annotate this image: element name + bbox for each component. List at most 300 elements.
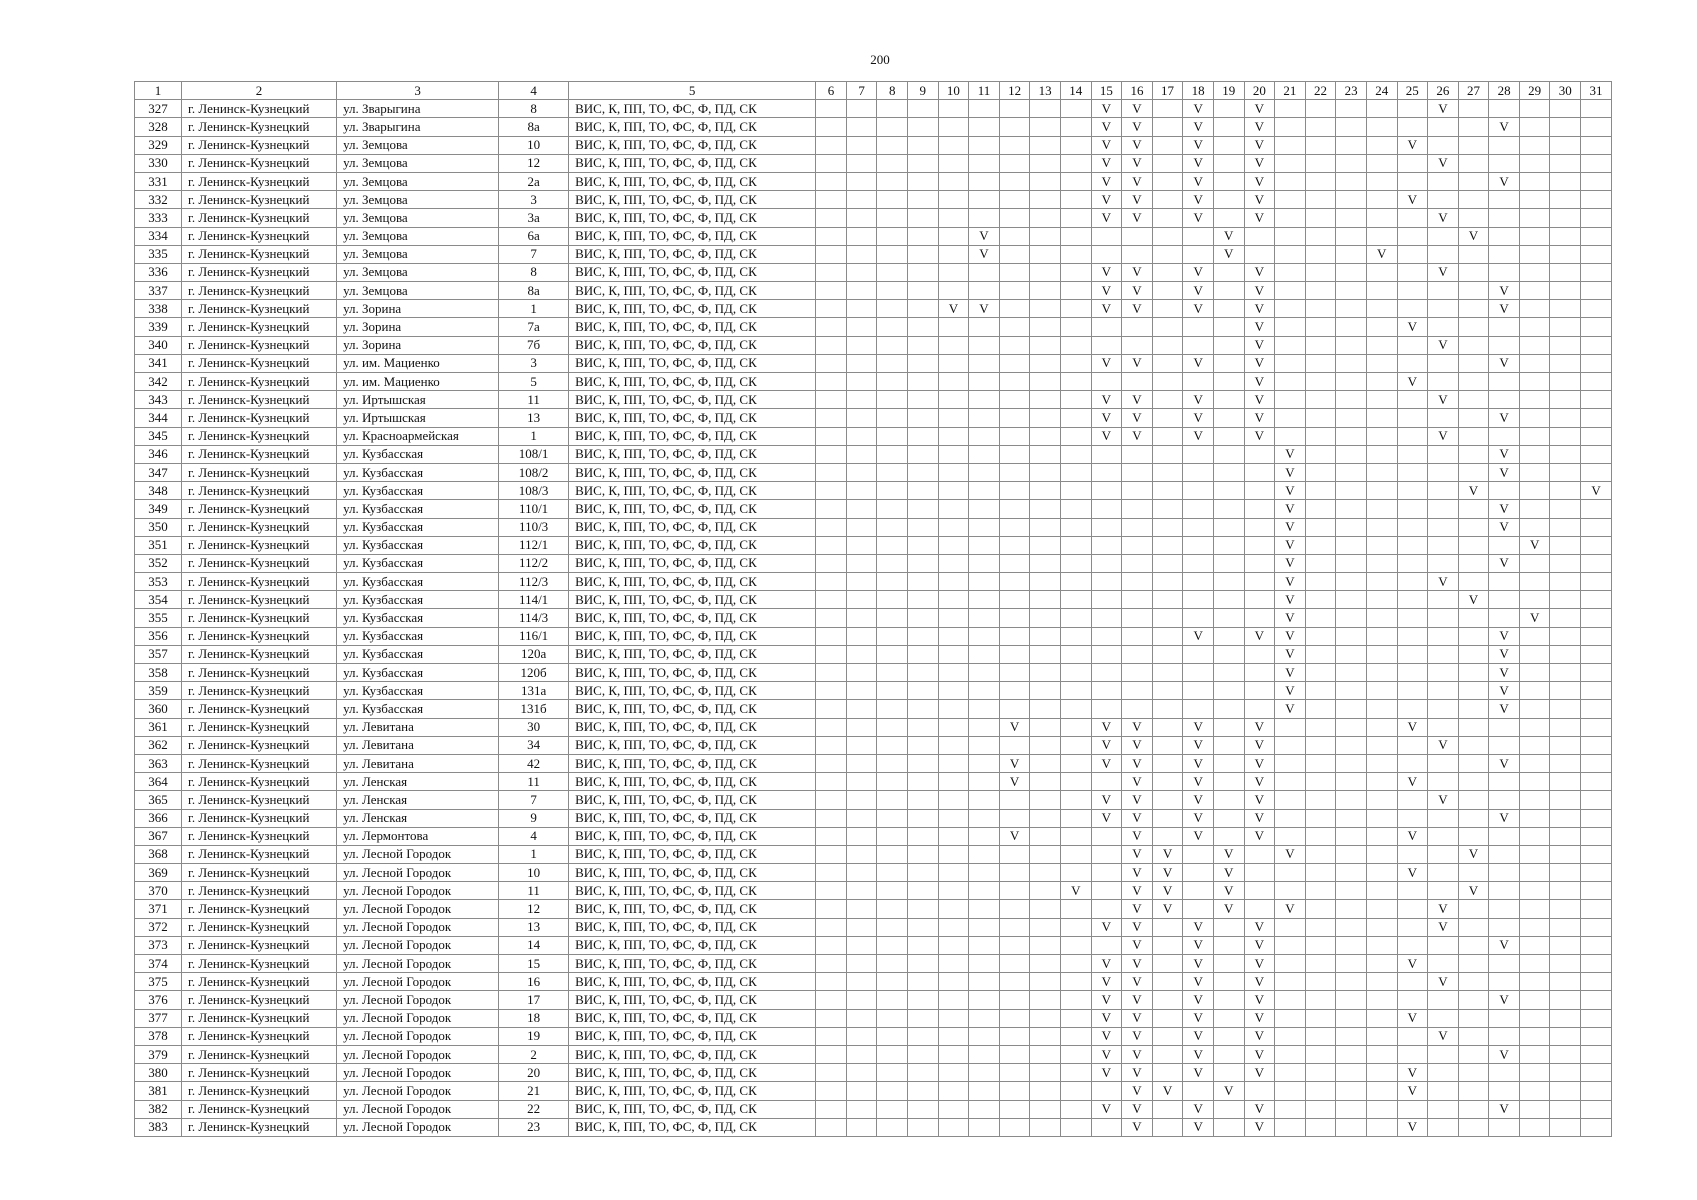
mark-cell — [908, 1082, 939, 1100]
mark-cell — [999, 300, 1030, 318]
mark-cell — [1397, 300, 1428, 318]
street-cell: ул. Зварыгина — [337, 100, 499, 118]
house-cell: 120б — [499, 664, 569, 682]
house-cell: 42 — [499, 754, 569, 772]
mark-cell: V — [1183, 827, 1214, 845]
mark-cell — [1428, 445, 1459, 463]
city-cell: г. Ленинск-Кузнецкий — [182, 300, 337, 318]
mark-cell — [877, 536, 908, 554]
mark-cell: V — [1244, 336, 1275, 354]
mark-cell — [1397, 573, 1428, 591]
mark-cell — [1060, 136, 1091, 154]
mark-cell: V — [1458, 882, 1489, 900]
mark-cell — [816, 900, 847, 918]
mark-cell: V — [1183, 409, 1214, 427]
mark-cell — [1458, 209, 1489, 227]
mark-cell — [969, 809, 1000, 827]
mark-cell — [1458, 1045, 1489, 1063]
mark-cell — [1213, 336, 1244, 354]
mark-cell — [1366, 718, 1397, 736]
mark-cell — [1428, 354, 1459, 372]
mark-cell: V — [1060, 882, 1091, 900]
mark-cell — [1213, 627, 1244, 645]
mark-cell: V — [1489, 409, 1520, 427]
mark-cell: V — [1244, 736, 1275, 754]
mark-cell — [1244, 700, 1275, 718]
mark-cell — [1366, 409, 1397, 427]
mark-cell: V — [1122, 1009, 1153, 1027]
mark-cell — [1366, 664, 1397, 682]
mark-cell — [1305, 209, 1336, 227]
mark-cell — [1550, 154, 1581, 172]
mark-cell — [1060, 554, 1091, 572]
mark-cell — [938, 118, 969, 136]
row-number: 350 — [135, 518, 182, 536]
mark-cell — [1489, 845, 1520, 863]
mark-cell — [846, 154, 877, 172]
mark-cell: V — [1397, 373, 1428, 391]
mark-cell — [816, 573, 847, 591]
row-number: 341 — [135, 354, 182, 372]
mark-cell — [1030, 718, 1061, 736]
column-header: 10 — [938, 82, 969, 100]
mark-cell — [1550, 900, 1581, 918]
mark-cell — [846, 900, 877, 918]
mark-cell — [1091, 627, 1122, 645]
works-cell: ВИС, К, ПП, ТО, ФС, Ф, ПД, СК — [569, 573, 816, 591]
mark-cell — [1122, 482, 1153, 500]
mark-cell — [938, 518, 969, 536]
city-cell: г. Ленинск-Кузнецкий — [182, 100, 337, 118]
street-cell: ул. Земцова — [337, 245, 499, 263]
mark-cell — [1183, 536, 1214, 554]
mark-cell — [969, 718, 1000, 736]
mark-cell — [938, 482, 969, 500]
mark-cell — [1428, 1100, 1459, 1118]
mark-cell — [969, 263, 1000, 281]
mark-cell — [877, 445, 908, 463]
mark-cell — [877, 700, 908, 718]
mark-cell — [1397, 263, 1428, 281]
mark-cell — [1336, 645, 1367, 663]
mark-cell — [908, 245, 939, 263]
mark-cell — [846, 645, 877, 663]
street-cell: ул. Ленская — [337, 791, 499, 809]
mark-cell — [846, 682, 877, 700]
mark-cell: V — [1489, 282, 1520, 300]
mark-cell: V — [1183, 263, 1214, 281]
mark-cell — [1458, 1064, 1489, 1082]
mark-cell — [969, 136, 1000, 154]
mark-cell: V — [1122, 1045, 1153, 1063]
mark-cell: V — [1489, 500, 1520, 518]
mark-cell — [846, 936, 877, 954]
mark-cell: V — [1244, 936, 1275, 954]
mark-cell — [846, 1100, 877, 1118]
city-cell: г. Ленинск-Кузнецкий — [182, 191, 337, 209]
mark-cell: V — [1213, 864, 1244, 882]
mark-cell: V — [1275, 682, 1306, 700]
mark-cell — [816, 645, 847, 663]
house-cell: 112/3 — [499, 573, 569, 591]
mark-cell — [1060, 609, 1091, 627]
mark-cell — [877, 864, 908, 882]
mark-cell — [1275, 1082, 1306, 1100]
mark-cell — [1519, 1045, 1550, 1063]
mark-cell — [969, 536, 1000, 554]
mark-cell — [1581, 754, 1612, 772]
mark-cell — [1458, 1118, 1489, 1136]
mark-cell: V — [1091, 918, 1122, 936]
mark-cell — [1581, 627, 1612, 645]
house-cell: 9 — [499, 809, 569, 827]
mark-cell — [999, 500, 1030, 518]
mark-cell — [1550, 518, 1581, 536]
mark-cell — [908, 1118, 939, 1136]
table-row — [135, 1100, 1612, 1118]
mark-cell — [1397, 554, 1428, 572]
mark-cell — [1366, 227, 1397, 245]
mark-cell — [1275, 227, 1306, 245]
mark-cell: V — [1489, 172, 1520, 190]
mark-cell — [908, 100, 939, 118]
mark-cell — [1550, 373, 1581, 391]
mark-cell — [1122, 645, 1153, 663]
mark-cell: V — [1183, 627, 1214, 645]
mark-cell — [1366, 100, 1397, 118]
mark-cell — [1550, 245, 1581, 263]
mark-cell — [1275, 1027, 1306, 1045]
mark-cell: V — [1122, 1118, 1153, 1136]
mark-cell — [1152, 736, 1183, 754]
house-cell: 120а — [499, 645, 569, 663]
mark-cell — [1366, 1064, 1397, 1082]
mark-cell — [1091, 682, 1122, 700]
mark-cell — [999, 900, 1030, 918]
mark-cell — [846, 245, 877, 263]
mark-cell — [1244, 1082, 1275, 1100]
mark-cell — [999, 336, 1030, 354]
mark-cell — [1458, 773, 1489, 791]
mark-cell — [1091, 664, 1122, 682]
mark-cell — [999, 791, 1030, 809]
mark-cell — [1060, 918, 1091, 936]
mark-cell — [999, 664, 1030, 682]
mark-cell: V — [1091, 191, 1122, 209]
mark-cell: V — [1397, 827, 1428, 845]
mark-cell — [1519, 627, 1550, 645]
table-row — [135, 191, 1612, 209]
mark-cell — [1458, 664, 1489, 682]
column-header: 23 — [1336, 82, 1367, 100]
mark-cell — [1397, 809, 1428, 827]
mark-cell — [877, 409, 908, 427]
mark-cell — [908, 118, 939, 136]
mark-cell — [1305, 1118, 1336, 1136]
mark-cell: V — [1244, 118, 1275, 136]
mark-cell — [1366, 300, 1397, 318]
mark-cell — [1152, 827, 1183, 845]
mark-cell — [1305, 664, 1336, 682]
mark-cell — [938, 136, 969, 154]
mark-cell — [908, 827, 939, 845]
mark-cell — [1366, 827, 1397, 845]
mark-cell — [1183, 900, 1214, 918]
mark-cell — [999, 209, 1030, 227]
mark-cell — [1091, 318, 1122, 336]
mark-cell — [1213, 354, 1244, 372]
mark-cell — [1489, 1064, 1520, 1082]
mark-cell — [1213, 918, 1244, 936]
mark-cell: V — [1213, 245, 1244, 263]
mark-cell: V — [1183, 427, 1214, 445]
mark-cell — [1244, 864, 1275, 882]
mark-cell — [816, 754, 847, 772]
mark-cell — [1152, 791, 1183, 809]
mark-cell — [1091, 827, 1122, 845]
mark-cell: V — [1428, 1027, 1459, 1045]
city-cell: г. Ленинск-Кузнецкий — [182, 245, 337, 263]
mark-cell: V — [1428, 100, 1459, 118]
mark-cell — [1030, 463, 1061, 481]
mark-cell — [1336, 936, 1367, 954]
house-cell: 7 — [499, 791, 569, 809]
mark-cell — [1213, 118, 1244, 136]
mark-cell — [1152, 136, 1183, 154]
mark-cell: V — [1122, 773, 1153, 791]
mark-cell: V — [1122, 1027, 1153, 1045]
mark-cell — [816, 864, 847, 882]
house-cell: 112/1 — [499, 536, 569, 554]
mark-cell: V — [1275, 554, 1306, 572]
mark-cell — [1152, 373, 1183, 391]
mark-cell — [1428, 227, 1459, 245]
mark-cell — [1366, 1118, 1397, 1136]
mark-cell — [1030, 263, 1061, 281]
mark-cell — [1152, 409, 1183, 427]
mark-cell — [1581, 100, 1612, 118]
mark-cell — [846, 955, 877, 973]
mark-cell — [816, 682, 847, 700]
mark-cell — [908, 373, 939, 391]
mark-cell: V — [1152, 1082, 1183, 1100]
mark-cell — [1519, 209, 1550, 227]
works-cell: ВИС, К, ПП, ТО, ФС, Ф, ПД, СК — [569, 1045, 816, 1063]
mark-cell — [1519, 300, 1550, 318]
mark-cell — [1366, 627, 1397, 645]
mark-cell — [999, 936, 1030, 954]
mark-cell — [1336, 336, 1367, 354]
mark-cell — [1305, 627, 1336, 645]
mark-cell — [1336, 191, 1367, 209]
mark-cell: V — [1275, 700, 1306, 718]
mark-cell: V — [1152, 864, 1183, 882]
house-cell: 1 — [499, 300, 569, 318]
mark-cell — [1122, 318, 1153, 336]
mark-cell — [999, 973, 1030, 991]
mark-cell — [1305, 936, 1336, 954]
mark-cell — [1428, 1009, 1459, 1027]
mark-cell: V — [1091, 263, 1122, 281]
mark-cell — [1152, 445, 1183, 463]
mark-cell — [1213, 991, 1244, 1009]
mark-cell — [1397, 1027, 1428, 1045]
mark-cell: V — [969, 227, 1000, 245]
works-cell: ВИС, К, ПП, ТО, ФС, Ф, ПД, СК — [569, 136, 816, 154]
mark-cell — [846, 664, 877, 682]
mark-cell — [846, 754, 877, 772]
mark-cell — [1060, 645, 1091, 663]
mark-cell — [1366, 536, 1397, 554]
row-number: 378 — [135, 1027, 182, 1045]
mark-cell — [1030, 1009, 1061, 1027]
row-number: 375 — [135, 973, 182, 991]
mark-cell — [1428, 409, 1459, 427]
mark-cell: V — [999, 773, 1030, 791]
mark-cell — [816, 263, 847, 281]
mark-cell: V — [1183, 1045, 1214, 1063]
mark-cell — [938, 227, 969, 245]
mark-cell — [1213, 573, 1244, 591]
house-cell: 4 — [499, 827, 569, 845]
mark-cell — [999, 1064, 1030, 1082]
mark-cell — [1581, 391, 1612, 409]
mark-cell — [1275, 973, 1306, 991]
mark-cell — [1336, 282, 1367, 300]
mark-cell — [908, 318, 939, 336]
house-cell: 20 — [499, 1064, 569, 1082]
mark-cell — [846, 809, 877, 827]
mark-cell — [1030, 991, 1061, 1009]
street-cell: ул. Лесной Городок — [337, 900, 499, 918]
mark-cell — [908, 573, 939, 591]
mark-cell — [1581, 1064, 1612, 1082]
table-row — [135, 209, 1612, 227]
table-row — [135, 354, 1612, 372]
house-cell: 5 — [499, 373, 569, 391]
mark-cell — [1519, 445, 1550, 463]
works-cell: ВИС, К, ПП, ТО, ФС, Ф, ПД, СК — [569, 882, 816, 900]
mark-cell — [999, 445, 1030, 463]
mark-cell: V — [1244, 1009, 1275, 1027]
mark-cell: V — [1091, 209, 1122, 227]
mark-cell — [1060, 354, 1091, 372]
mark-cell — [1550, 1009, 1581, 1027]
mark-cell — [1519, 336, 1550, 354]
mark-cell — [1060, 518, 1091, 536]
city-cell: г. Ленинск-Кузнецкий — [182, 973, 337, 991]
mark-cell — [1366, 682, 1397, 700]
mark-cell — [1244, 536, 1275, 554]
mark-cell: V — [1275, 482, 1306, 500]
mark-cell — [1581, 1082, 1612, 1100]
mark-cell — [1336, 209, 1367, 227]
works-cell: ВИС, К, ПП, ТО, ФС, Ф, ПД, СК — [569, 154, 816, 172]
mark-cell — [1519, 391, 1550, 409]
mark-cell — [1030, 773, 1061, 791]
mark-cell — [1397, 645, 1428, 663]
city-cell: г. Ленинск-Кузнецкий — [182, 354, 337, 372]
mark-cell — [1213, 318, 1244, 336]
mark-cell: V — [1458, 227, 1489, 245]
mark-cell: V — [1122, 354, 1153, 372]
table-row — [135, 100, 1612, 118]
mark-cell — [1397, 845, 1428, 863]
mark-cell — [908, 172, 939, 190]
row-number: 376 — [135, 991, 182, 1009]
mark-cell — [1305, 191, 1336, 209]
house-cell: 1 — [499, 845, 569, 863]
works-cell: ВИС, К, ПП, ТО, ФС, Ф, ПД, СК — [569, 700, 816, 718]
works-cell: ВИС, К, ПП, ТО, ФС, Ф, ПД, СК — [569, 864, 816, 882]
mark-cell: V — [1489, 463, 1520, 481]
street-cell: ул. Лесной Городок — [337, 1064, 499, 1082]
mark-cell — [1060, 209, 1091, 227]
mark-cell: V — [1397, 864, 1428, 882]
house-cell: 8а — [499, 282, 569, 300]
house-cell: 116/1 — [499, 627, 569, 645]
mark-cell — [969, 882, 1000, 900]
mark-cell — [1183, 245, 1214, 263]
mark-cell — [1244, 682, 1275, 700]
mark-cell: V — [1275, 518, 1306, 536]
mark-cell — [938, 282, 969, 300]
mark-cell — [877, 391, 908, 409]
mark-cell — [1060, 718, 1091, 736]
mark-cell — [1030, 591, 1061, 609]
mark-cell — [1122, 500, 1153, 518]
mark-cell — [1458, 809, 1489, 827]
mark-cell — [1183, 373, 1214, 391]
mark-cell — [969, 518, 1000, 536]
mark-cell — [1519, 282, 1550, 300]
street-cell: ул. Лесной Городок — [337, 1082, 499, 1100]
table-row — [135, 373, 1612, 391]
mark-cell — [908, 209, 939, 227]
street-cell: ул. Кузбасская — [337, 463, 499, 481]
mark-cell — [1091, 336, 1122, 354]
mark-cell — [1213, 773, 1244, 791]
mark-cell — [1458, 573, 1489, 591]
works-cell: ВИС, К, ПП, ТО, ФС, Ф, ПД, СК — [569, 409, 816, 427]
mark-cell — [846, 300, 877, 318]
mark-cell — [877, 318, 908, 336]
mark-cell — [1275, 427, 1306, 445]
mark-cell — [1213, 373, 1244, 391]
mark-cell: V — [1458, 845, 1489, 863]
mark-cell — [1305, 318, 1336, 336]
mark-cell — [1183, 227, 1214, 245]
street-cell: ул. Кузбасская — [337, 518, 499, 536]
mark-cell — [1213, 263, 1244, 281]
mark-cell — [1489, 1082, 1520, 1100]
mark-cell — [1397, 100, 1428, 118]
mark-cell — [816, 973, 847, 991]
mark-cell — [877, 100, 908, 118]
mark-cell — [816, 373, 847, 391]
row-number: 355 — [135, 609, 182, 627]
mark-cell — [1275, 391, 1306, 409]
works-cell: ВИС, К, ПП, ТО, ФС, Ф, ПД, СК — [569, 591, 816, 609]
table-row — [135, 918, 1612, 936]
column-header: 20 — [1244, 82, 1275, 100]
mark-cell — [816, 700, 847, 718]
table-row — [135, 409, 1612, 427]
mark-cell — [1550, 118, 1581, 136]
mark-cell — [1519, 573, 1550, 591]
mark-cell — [1091, 573, 1122, 591]
mark-cell — [1152, 300, 1183, 318]
